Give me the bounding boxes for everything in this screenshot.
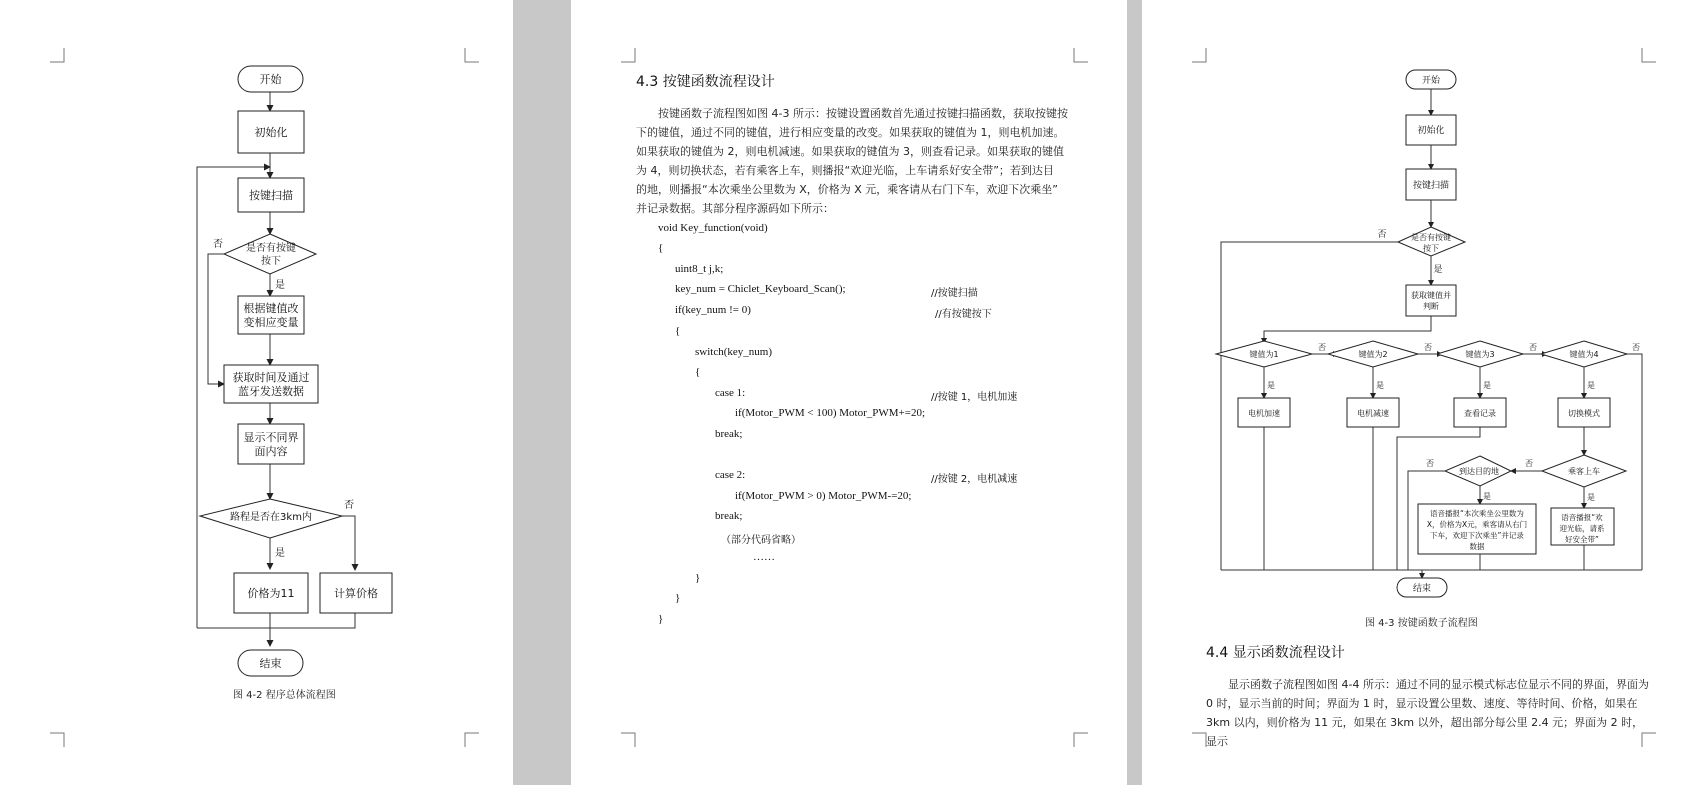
code-line: case 1:	[715, 387, 746, 399]
paragraph-line: 为 4，则切换状态，若有乘客上车，则播报“欢迎光临，上车请系好安全带”；若到达目	[636, 164, 1054, 177]
arrive-no-label: 否	[1426, 459, 1434, 468]
code-comment: //有按键按下	[935, 309, 992, 320]
program-overview-flowchart	[0, 0, 513, 785]
key-pressed-decision	[224, 234, 316, 274]
distance-yes-label: 是	[275, 548, 285, 559]
code-line: if(Motor_PWM > 0) Motor_PWM-=20;	[735, 490, 912, 502]
announce-arrive-line1: 语音播报“本次乘坐公里数为	[1430, 509, 1524, 518]
no-label: 否	[213, 239, 223, 250]
distance-no-label: 否	[344, 500, 354, 511]
code-line: uint8_t j,k;	[675, 263, 724, 275]
key4-yes-label: 是	[1587, 381, 1595, 390]
code-omitted-note: （部分代码省略）	[721, 535, 801, 546]
section-heading-4-4: 4.4 显示函数流程设计	[1206, 645, 1345, 661]
price-fixed-label: 价格为11	[247, 587, 295, 600]
figure-caption-4-3: 图 4-3 按键函数子流程图	[1365, 618, 1478, 629]
update-line2: 变相应变量	[243, 316, 299, 329]
decision-key-line1: 是否有按键	[246, 243, 296, 254]
section-paragraph	[1206, 675, 1651, 751]
arrive-label: 到达目的地	[1459, 467, 1499, 476]
code-line: break;	[715, 428, 743, 440]
paragraph-line: 下的键值，通过不同的键值，进行相应变量的改变。如果获取的键值为 1，则电机加速。	[636, 126, 1065, 139]
decision-key-line2: 按下	[261, 256, 281, 267]
passenger-on-no-label: 否	[1525, 459, 1533, 468]
scan-label: 按键扫描	[1412, 181, 1450, 191]
code-line: void Key_function(void)	[658, 222, 768, 234]
middle-page	[571, 0, 1127, 785]
right-page	[1142, 0, 1696, 785]
init-label: 初始化	[254, 126, 288, 139]
figure-caption-4-2: 图 4-2 程序总体流程图	[233, 690, 336, 701]
code-listing	[571, 0, 1127, 785]
display-line2: 面内容	[254, 445, 288, 458]
get-key-box	[1406, 285, 1456, 316]
send-line2: 蓝牙发送数据	[238, 385, 304, 398]
paragraph-line: 并记录数据。其部分程序源码如下所示：	[636, 202, 834, 215]
code-line: if(key_num != 0)	[675, 304, 751, 316]
key3-yes-label: 是	[1483, 381, 1491, 390]
yes-label: 是	[1433, 265, 1443, 275]
code-line: key_num = Chiclet_Keyboard_Scan();	[675, 283, 846, 295]
code-ellipsis: ……	[753, 551, 775, 563]
code-comment: //按键扫描	[931, 288, 978, 299]
code-line: case 2:	[715, 469, 746, 481]
code-line: break;	[715, 510, 743, 522]
passenger-on-yes-label: 是	[1587, 493, 1595, 502]
key2-yes-label: 是	[1376, 381, 1384, 390]
switch-mode-label: 切换模式	[1568, 409, 1600, 418]
announce-arrive-line2: X，价格为X元，乘客请从右门	[1426, 520, 1528, 529]
passenger-on-label: 乘客上车	[1568, 467, 1600, 476]
paragraph-line: 的地，则播报“本次乘坐公里数为 X，价格为 X 元，乘客请从右门下车，欢迎下次乘坐”	[636, 183, 1058, 196]
announce-welcome-line1: 语音播报“欢	[1561, 513, 1603, 522]
code-line: {	[695, 366, 701, 378]
paragraph-line: 按键函数子流程图如图 4-3 所示：按键设置函数首先通过按键扫描函数，获取按键按	[658, 107, 1068, 120]
send-line1: 获取时间及通过	[232, 371, 310, 384]
distance-decision-label: 路程是否在3km内	[230, 512, 312, 523]
motor-down-label: 电机减速	[1357, 409, 1389, 418]
key1-yes-label: 是	[1267, 381, 1275, 390]
yes-label: 是	[275, 280, 285, 291]
start-label: 开始	[1421, 76, 1441, 86]
code-line: }	[658, 613, 664, 625]
arrive-yes-label: 是	[1483, 492, 1491, 501]
key1-label: 键值为1	[1249, 350, 1279, 359]
update-line1: 根据键值改	[243, 302, 299, 315]
announce-welcome-line2: 迎光临，请系	[1559, 524, 1605, 533]
section-heading-4-3: 4.3 按键函数流程设计	[636, 74, 775, 90]
view-record-label: 查看记录	[1464, 409, 1496, 418]
display-box	[238, 424, 304, 464]
code-comment: //按键 2，电机减速	[931, 474, 1018, 485]
code-line: }	[695, 572, 701, 584]
code-line: {	[675, 325, 681, 337]
paragraph-line: 0 时，显示当前的时间；界面为 1 时，显示设置公里数、速度、等待时间、价格，如果在	[1206, 697, 1638, 710]
code-line: }	[675, 592, 681, 604]
code-line: switch(key_num)	[695, 346, 772, 358]
key4-no-label: 否	[1632, 343, 1640, 352]
announce-arrive-line4: 数据	[1469, 542, 1485, 551]
paragraph-line: 显示函数子流程图如图 4-4 所示：通过不同的显示模式标志位显示不同的界面，界面为	[1228, 678, 1649, 691]
motor-up-label: 电机加速	[1248, 409, 1280, 418]
get-key-line1: 获取键值并	[1411, 291, 1451, 300]
get-key-line2: 判断	[1423, 302, 1439, 311]
paragraph-line: 3km 以内，则价格为 11 元，如果在 3km 以外，超出部分每公里 2.4 元；界面为 2 时，显示	[1206, 716, 1644, 748]
key1-no-label: 否	[1318, 343, 1326, 352]
calc-price-label: 计算价格	[334, 587, 378, 600]
key4-label: 键值为4	[1569, 350, 1599, 359]
start-label: 开始	[259, 73, 282, 86]
code-comment: //按键 1，电机加速	[931, 392, 1018, 403]
code-line: if(Motor_PWM < 100) Motor_PWM+=20;	[735, 407, 926, 419]
decision-key-line1: 是否有按键	[1411, 233, 1451, 242]
left-page	[0, 0, 513, 785]
code-line: {	[658, 242, 664, 254]
scan-label: 按键扫描	[249, 189, 293, 202]
init-label: 初始化	[1417, 126, 1445, 136]
key-function-flowchart	[1142, 0, 1696, 785]
no-label: 否	[1377, 230, 1387, 240]
key3-no-label: 否	[1529, 343, 1537, 352]
paragraph-line: 如果获取的键值为 2，则电机减速。如果获取的键值为 3，则查看记录。如果获取的键值	[636, 145, 1064, 158]
key3-label: 键值为3	[1465, 350, 1495, 359]
decision-key-line2: 按下	[1423, 244, 1439, 253]
key2-label: 键值为2	[1358, 350, 1388, 359]
end-label: 结束	[259, 657, 282, 670]
announce-arrive-line3: 下车，欢迎下次乘坐”并记录	[1430, 531, 1524, 540]
key2-no-label: 否	[1424, 343, 1432, 352]
display-line1: 显示不同界	[243, 431, 299, 444]
end-label: 结束	[1412, 584, 1432, 594]
announce-welcome-line3: 好安全带”	[1565, 535, 1599, 544]
